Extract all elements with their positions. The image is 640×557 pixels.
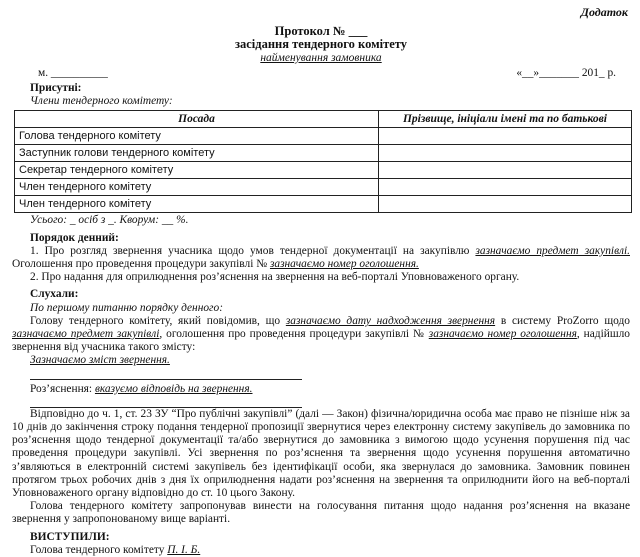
table-row [15,196,632,213]
heard-heading: Слухали: [30,288,79,301]
spoke-heading: ВИСТУПИЛИ: [30,530,110,543]
heard-text-3: , оголошення про проведення процедури закупівлі № [159,328,429,341]
explanation-label: Роз’яснення: [30,382,95,395]
members-label: Члени тендерного комітету: [30,95,173,108]
heard-text-2: в систему ProZorro щодо [495,314,630,327]
quorum-line: Усього: _ осіб з _. Кворум: __ %. [30,214,189,227]
explanation-placeholder: вказуємо відповідь на звернення. [94,382,253,395]
date-received-placeholder: зазначаємо дату надходження звернення [285,314,496,327]
position-cell: Секретар тендерного комітету [15,162,379,179]
heard-text-4: , надійшло звернення від учасника такого змісту: [12,328,630,354]
name-cell [379,145,632,162]
position-cell: Член тендерного комітету [15,196,379,213]
name-cell [379,162,632,179]
city-field: м. __________ [38,66,108,79]
divider-line [30,368,302,380]
column-header-position: Посада [15,111,379,128]
table-header-row [15,111,632,128]
spoke-text: Голова тендерного комітету [30,543,168,556]
table-row [15,162,632,179]
agenda-heading: Порядок денний: [30,231,119,244]
subject-placeholder: зазначаємо предмет закупівлі. [475,244,630,257]
first-question-label: По першому питанню порядку денного: [30,301,223,314]
agenda-item-1 [12,245,630,271]
position-cell: Голова тендерного комітету [15,128,379,145]
subject-placeholder: зазначаємо предмет закупівлі [12,328,160,341]
law-paragraph: Відповідно до ч. 1, ст. 23 ЗУ “Про публічні закупівлі” (далі — Закон) фізична/юридична особа має право не пізніше ніж за 10 днів до закінчення строку подання тендерної пропозиції звернутися через електронну систему закупівель до замовника по роз’яснення щодо тендерної документації та/або звернутися до замовника з вимогою щодо усунення порушення під час проведення процедури закупівлі. Усі звернення по роз’яснення та звернення щодо усунення порушення автоматично з’являються в електронній системі закупівель без ідентифікації особи, яка звернулася до замовника. Замовник повинен протягом трьох робочих днів з дня їх оприлюднення надати роз’яснення на звернення та оприлюднити його на веб-порталі Уповноваженого органу відповідно до ст. 10 цього Закону. [12,407,630,500]
position-cell: Заступник голови тендерного комітету [15,145,379,162]
name-cell [379,196,632,213]
agenda-item-2: 2. Про надання для оприлюднення роз’яснення на звернення на веб-порталі Уповноваженого органу. [30,271,520,284]
appendix-label: Додаток [580,5,628,19]
announcement-text: Оголошення про проведення процедури закупівлі № [12,258,270,271]
heard-text-1: Голову тендерного комітету, який повідомив, що [30,314,286,327]
name-cell [379,179,632,196]
heard-paragraph [12,315,630,355]
city-date-line [12,67,630,80]
divider-line [30,396,302,408]
protocol-title: Протокол № ___ [274,24,368,39]
present-section [12,82,630,108]
spoke-line [12,544,630,557]
agenda-item-1-text: 1. Про розгляд звернення учасника щодо умов тендерної документації на закупівлю [30,244,476,257]
table-row [15,145,632,162]
protocol-subtitle: засідання тендерного комітету [234,37,407,52]
announcement-number-placeholder: зазначаємо номер оголошення. [269,258,419,271]
present-heading: Присутні: [30,82,82,95]
position-cell: Член тендерного комітету [15,179,379,196]
customer-name-placeholder: найменування замовника [260,51,382,64]
appeal-content-placeholder: Зазначаємо зміст звернення. [30,354,170,367]
name-cell [379,128,632,145]
committee-table [14,110,632,213]
chairman-name-placeholder: П. І. Б. [167,543,201,556]
proposal-paragraph: Голова тендерного комітету запропонував винести на голосування питання щодо надання роз’яснення на вказане звернення у запропонованому вище варіанті. [12,500,630,526]
table-row [15,128,632,145]
column-header-name: Прізвище, ініціали імені та по батькові [379,111,632,128]
announcement-number-placeholder: зазначаємо номер оголошення [428,328,577,341]
date-field: «__»_______ 201_ р. [516,66,616,79]
explanation-line [12,383,630,396]
table-row [15,179,632,196]
